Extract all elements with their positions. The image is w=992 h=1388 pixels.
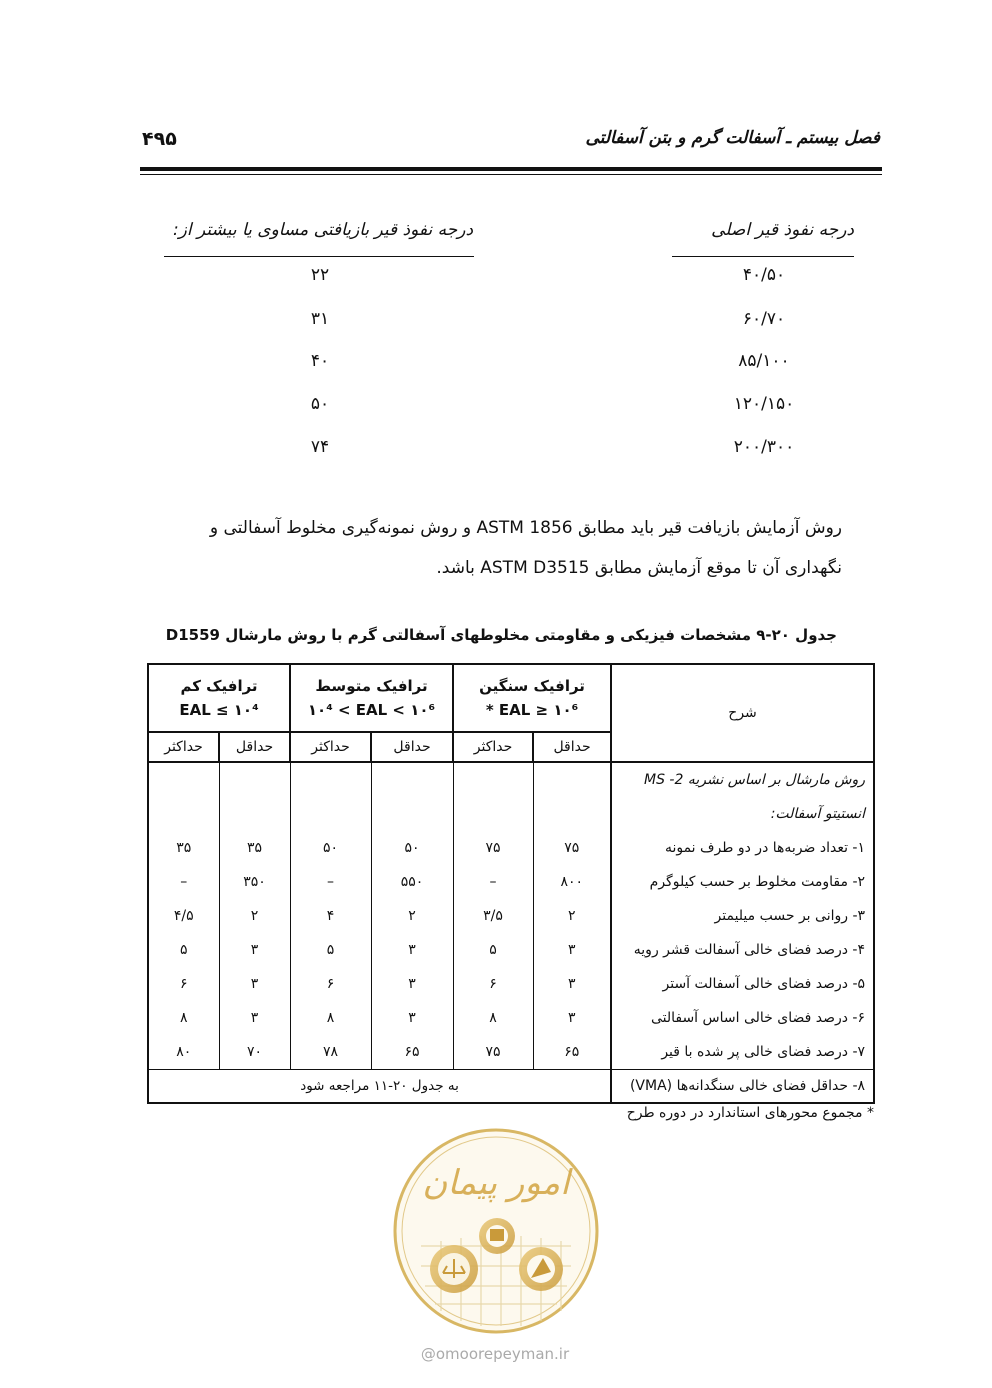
traffic-name: ترافیک کم xyxy=(180,677,258,695)
grade-recovered-value: ۴۰ xyxy=(310,351,330,371)
method-line: انستیتو آسفالت: xyxy=(611,797,874,831)
table-row xyxy=(148,762,874,797)
cell-value: ۲ xyxy=(371,899,453,933)
row-desc: ۷- درصد فضای خالی پر شده با قیر xyxy=(611,1035,874,1070)
grade-original-value: ۶۰/۷۰ xyxy=(742,309,786,329)
table-row xyxy=(148,899,874,933)
header-rule-thin xyxy=(140,174,882,175)
cell-value: ۵۵۰ xyxy=(371,865,453,899)
cell-value: ۶ xyxy=(148,967,219,1001)
method-line: روش مارشال بر اساس نشریه MS -2 xyxy=(611,762,874,797)
cell-value: – xyxy=(148,865,219,899)
row-desc: ۵- درصد فضای خالی آسفالت آستر xyxy=(611,967,874,1001)
cell-value: ۵۰ xyxy=(371,831,453,865)
cell-value: ۳۵۰ xyxy=(219,865,290,899)
marshall-spec-table xyxy=(147,663,875,1104)
vma-reference: به جدول ۲۰-۱۱ مراجعه شود xyxy=(148,1070,611,1104)
table-row xyxy=(148,1070,874,1104)
cell-value: – xyxy=(453,865,533,899)
grade-col-recovered-header: درجه نفوذ قیر بازیافتی مساوی یا بیشتر از: xyxy=(172,220,474,240)
cell-value: ۳ xyxy=(533,967,611,1001)
table-footnote: * مجموع محورهای استاندارد در دوره طرح xyxy=(626,1105,874,1121)
cell-value: ۳۵ xyxy=(219,831,290,865)
row-desc: ۴- درصد فضای خالی آسفالت قشر رویه xyxy=(611,933,874,967)
cell-value: ۴/۵ xyxy=(148,899,219,933)
grade-original-value: ۸۵/۱۰۰ xyxy=(738,351,790,371)
watermark-logo xyxy=(391,1126,601,1336)
table-row xyxy=(148,865,874,899)
cell-value: – xyxy=(290,865,371,899)
grade-recovered-value: ۲۲ xyxy=(310,265,330,285)
cell-value: ۳ xyxy=(219,933,290,967)
cell-value: ۵ xyxy=(453,933,533,967)
desc-header: شرح xyxy=(611,664,874,762)
row-desc: ۶- درصد فضای خالی اساس آسفالتی xyxy=(611,1001,874,1035)
traffic-eal: * EAL ≥ ۱۰⁶ xyxy=(485,701,579,719)
traffic-heavy-header xyxy=(453,664,611,732)
traffic-name: ترافیک سنگین xyxy=(479,677,585,695)
cell-value: ۶ xyxy=(290,967,371,1001)
body-paragraph xyxy=(182,508,842,588)
row-desc: ۱- تعداد ضربه‌ها در دو طرف نمونه xyxy=(611,831,874,865)
header-rule-thick xyxy=(140,167,882,171)
grade-col-original-header: درجه نفوذ قیر اصلی xyxy=(711,220,854,240)
cell-value: ۳/۵ xyxy=(453,899,533,933)
min-header: حداقل xyxy=(219,732,290,762)
cell-value: ۳۵ xyxy=(148,831,219,865)
table-row xyxy=(148,1035,874,1070)
traffic-name: ترافیک متوسط xyxy=(315,677,428,695)
cell-value: ۳ xyxy=(371,1001,453,1035)
max-header: حداکثر xyxy=(453,732,533,762)
grade-col-original-line xyxy=(672,256,854,257)
paragraph-line: نگهداری آن تا موقع آزمایش مطابق ASTM D3515 باشد. xyxy=(436,558,842,578)
traffic-light-header xyxy=(148,664,290,732)
cell-value: ۴ xyxy=(290,899,371,933)
max-header: حداکثر xyxy=(290,732,371,762)
grade-original-value: ۴۰/۵۰ xyxy=(742,265,786,285)
traffic-eal: ۱۰⁴ < EAL < ۱۰⁶ xyxy=(307,701,436,719)
cell-value: ۶۵ xyxy=(371,1035,453,1070)
cell-value: ۷۵ xyxy=(453,831,533,865)
table-row xyxy=(148,831,874,865)
cell-value: ۷۵ xyxy=(533,831,611,865)
table-row xyxy=(148,933,874,967)
traffic-medium-header xyxy=(290,664,453,732)
table-row xyxy=(148,1001,874,1035)
cell-value: ۵۰ xyxy=(290,831,371,865)
cell-value: ۳ xyxy=(371,933,453,967)
grade-recovered-value: ۷۴ xyxy=(310,437,330,457)
table-row xyxy=(148,967,874,1001)
row-desc: ۸- حداقل فضای خالی سنگدانه‌ها (VMA) xyxy=(611,1070,874,1104)
row-desc: ۲- مقاومت مخلوط بر حسب کیلوگرم xyxy=(611,865,874,899)
grade-col-recovered-line xyxy=(164,256,474,257)
cell-value: ۳ xyxy=(371,967,453,1001)
cell-value: ۳ xyxy=(533,1001,611,1035)
cell-value: ۲ xyxy=(219,899,290,933)
min-header: حداقل xyxy=(533,732,611,762)
cell-value: ۶۵ xyxy=(533,1035,611,1070)
min-header: حداقل xyxy=(371,732,453,762)
chapter-title: فصل بیستم ـ آسفالت گرم و بتن آسفالتی xyxy=(585,128,880,148)
table-caption: جدول ۲۰-۹ مشخصات فیزیکی و مقاومتی مخلوطهای آسفالتی گرم با روش مارشال D1559 xyxy=(165,626,837,644)
cell-value: ۸ xyxy=(148,1001,219,1035)
cell-value: ۸ xyxy=(453,1001,533,1035)
cell-value: ۷۸ xyxy=(290,1035,371,1070)
max-header: حداکثر xyxy=(148,732,219,762)
cell-value: ۸۰ xyxy=(148,1035,219,1070)
cell-value: ۸۰۰ xyxy=(533,865,611,899)
cell-value: ۸ xyxy=(290,1001,371,1035)
cell-value: ۳ xyxy=(219,1001,290,1035)
grade-original-value: ۱۲۰/۱۵۰ xyxy=(733,394,795,414)
cell-value: ۲ xyxy=(533,899,611,933)
cell-value: ۳ xyxy=(533,933,611,967)
cell-value: ۳ xyxy=(219,967,290,1001)
watermark-url: @omoorepeyman.ir xyxy=(420,1345,570,1363)
cell-value: ۵ xyxy=(290,933,371,967)
traffic-eal: EAL ≤ ۱۰⁴ xyxy=(179,701,259,719)
paragraph-line: روش آزمایش بازیافت قیر باید مطابق ASTM 1856 و روش نمونه‌گیری مخلوط آسفالتی و xyxy=(209,518,842,538)
page-number: ۴۹۵ xyxy=(142,128,177,150)
row-desc: ۳- روانی بر حسب میلیمتر xyxy=(611,899,874,933)
table-row xyxy=(148,797,874,831)
grade-recovered-value: ۳۱ xyxy=(310,309,330,329)
grade-original-value: ۲۰۰/۳۰۰ xyxy=(733,437,795,457)
cell-value: ۵ xyxy=(148,933,219,967)
cell-value: ۷۵ xyxy=(453,1035,533,1070)
grade-recovered-value: ۵۰ xyxy=(310,394,330,414)
cell-value: ۷۰ xyxy=(219,1035,290,1070)
watermark-seal-text: امور پیمان xyxy=(422,1163,570,1203)
cell-value: ۶ xyxy=(453,967,533,1001)
